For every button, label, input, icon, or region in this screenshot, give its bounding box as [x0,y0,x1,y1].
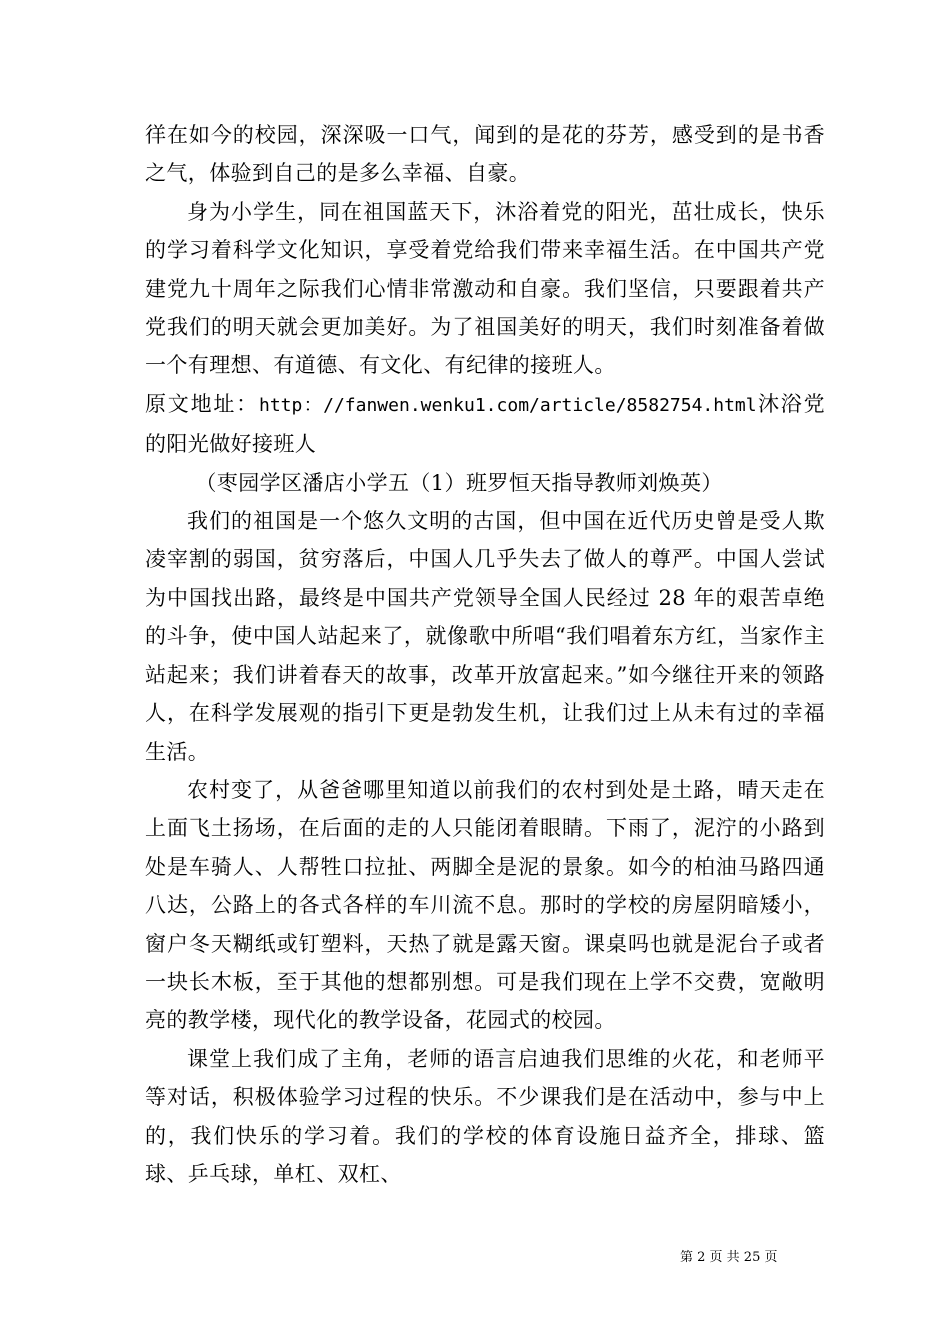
paragraph-student-life: 身为小学生，同在祖国蓝天下，沐浴着党的阳光，茁壮成长，快乐的学习着科学文化知识，享受着党给我们带来幸福生活。在中国共产党建党九十周年之际我们心情非常激动和自豪。我们坚信，只要跟着共产党我们的明天就会更加美好。为了祖国美好的明天，我们时刻准备着做一个有理想、有道德、有文化、有纪律的接班人。 [145,199,825,378]
source-line [145,385,825,464]
paragraph-continuation: 徉在如今的校园，深深吸一口气，闻到的是花的芬芳，感受到的是书香之气，体验到自己的是多么幸福、自豪。 [145,123,825,186]
paragraph-village: 农村变了，从爸爸哪里知道以前我们的农村到处是土路，晴天走在上面飞土扬场，在后面的走的人只能闭着眼睛。下雨了，泥泞的小路到处是车骑人、人帮牲口拉扯、两脚全是泥的景象。如今的柏油马路四通八达，公路上的各式各样的车川流不息。那时的学校的房屋阴暗矮小，窗户冬天糊纸或钉塑料，天热了就是露天窗。课桌吗也就是泥台子或者一块长木板，至于其他的想都别想。可是我们现在上学不交费，宽敞明亮的教学楼，现代化的教学设备，花园式的校园。 [145,777,825,1033]
source-url-link[interactable]: http：//fanwen.wenku1.com/article/8582754.html [258,394,757,416]
paragraph-classroom: 课堂上我们成了主角，老师的语言启迪我们思维的火花，和老师平等对话，积极体验学习过程的快乐。不少课我们是在活动中，参与中上的，我们快乐的学习着。我们的学校的体育设施日益齐全，排球、篮球、乒乓球，单杠、双杠、 [145,1046,825,1186]
document-body [145,116,825,1193]
byline: （枣园学区潘店小学五（1）班罗恒天指导教师刘焕英） [195,470,723,495]
source-label: 原文地址： [145,391,259,416]
page-footer [680,1246,820,1265]
article-title: 沐浴党的阳光做好接班人 [145,391,825,457]
page-number: 第 2 页 共 25 页 [680,1250,778,1265]
paragraph-history: 我们的祖国是一个悠久文明的古国，但中国在近代历史曾是受人欺凌宰割的弱国，贫穷落后，中国人几乎失去了做人的尊严。中国人尝试为中国找出路，最终是中国共产党领导全国人民经过 28 年的艰苦卓绝的斗争，使中国人站起来了，就像歌中所唱“我们唱着东方红，当家作主站起来；我们讲着春天的故事，改革开放富起来。”如今继往开来的领路人，在科学发展观的指引下更是勃发生机，让我们过上从未有过的幸福生活。 [145,509,825,764]
